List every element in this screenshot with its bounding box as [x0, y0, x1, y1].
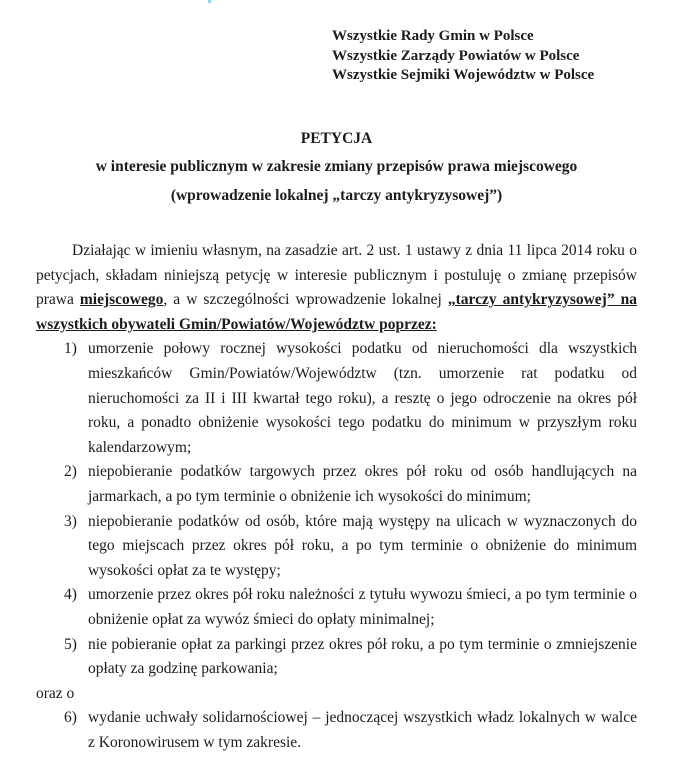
demand-text: niepobieranie podatków targowych przez okres pół roku od osób handlujących na jarmarkach, a po tym terminie o obniżenie ich wysokości do minimum; [88, 463, 637, 505]
intro-emphasis-miejscowego: miejscowego [79, 291, 164, 309]
demand-text: umorzenie połowy rocznej wysokości podatku od nieruchomości dla wszystkich mieszkańców Gmin/Powiatów/Województw (tzn. umorzenie rat podatku od nieruchomości za II i III kwartał tego roku), a resztę o jego odroczenie na okres pół roku, a ponadto obniżenie wysokości tego podatku do minimum w przyszłym roku kalendarzowym; [88, 340, 637, 456]
document-subtitle-line1: w interesie publicznym w zakresie zmiany przepisów prawa miejscowego [95, 158, 578, 175]
demand-list [36, 337, 637, 681]
demand-number: 5) [64, 635, 77, 653]
addressee-line: Wszystkie Zarządy Powiatów w Polsce [332, 47, 580, 64]
connector-text: oraz o [36, 684, 75, 702]
demand-item-3 [36, 510, 637, 584]
intro-emphasis-tarcza: „tarczy antykryzysowej” na wszystkich obywateli Gmin/Powiatów/Województw poprzez: [36, 291, 637, 333]
document-title: PETYCJA [300, 129, 373, 147]
document-subtitle-line2: (wprowadzenie lokalnej „tarczy antykryzysowej”) [170, 186, 503, 204]
addressee-line: Wszystkie Sejmiki Województw w Polsce [332, 67, 595, 83]
demand-number: 4) [64, 586, 77, 604]
demand-item-1 [36, 337, 637, 460]
intro-text-part1: Działając w imieniu własnym, na zasadzie art. 2 ust. 1 ustawy z dnia 11 lipca 2014 roku o petycjach, składam niniejszą petycję w interesie publicznym i postuluję o zmianę przepisów prawa [36, 242, 637, 309]
demand-item-2 [36, 460, 637, 509]
intro-paragraph [36, 239, 637, 337]
demand-number: 1) [64, 340, 77, 358]
title-block [36, 125, 637, 211]
scan-artifact-dot [208, 0, 211, 3]
demand-number: 6) [64, 709, 77, 727]
demand-item-5 [36, 633, 637, 682]
demand-text: nie pobieranie opłat za parkingi przez okres pół roku, a po tym terminie o zmniejszenie opłaty za godzinę parkowania; [88, 635, 637, 678]
intro-text-part2: , a w szczególności wprowadzenie lokalnej [163, 291, 448, 309]
demand-list-continued [36, 706, 637, 755]
demand-text: niepobieranie podatków od osób, które mają występy na ulicach w wyznaczonych do tego miejscach przez okres pół roku, a po tym terminie o obniżenie do minimum wysokości opłat za te występy; [88, 512, 637, 579]
demand-item-6 [36, 706, 637, 755]
demand-number: 2) [64, 463, 77, 481]
demand-text: wydanie uchwały solidarnościowej – jednoczącej wszystkich władz lokalnych w walce z Koronowirusem w tym zakresie. [88, 709, 637, 751]
addressee-block [332, 0, 637, 86]
demand-text: umorzenie przez okres pół roku należności z tytułu wywozu śmieci, a po tym terminie o obniżenie opłat za wywóz śmieci do opłaty minimalnej; [88, 586, 637, 628]
demand-number: 3) [64, 512, 77, 530]
demand-item-4 [36, 583, 637, 632]
addressee-line: Wszystkie Rady Gmin w Polsce [332, 28, 534, 44]
